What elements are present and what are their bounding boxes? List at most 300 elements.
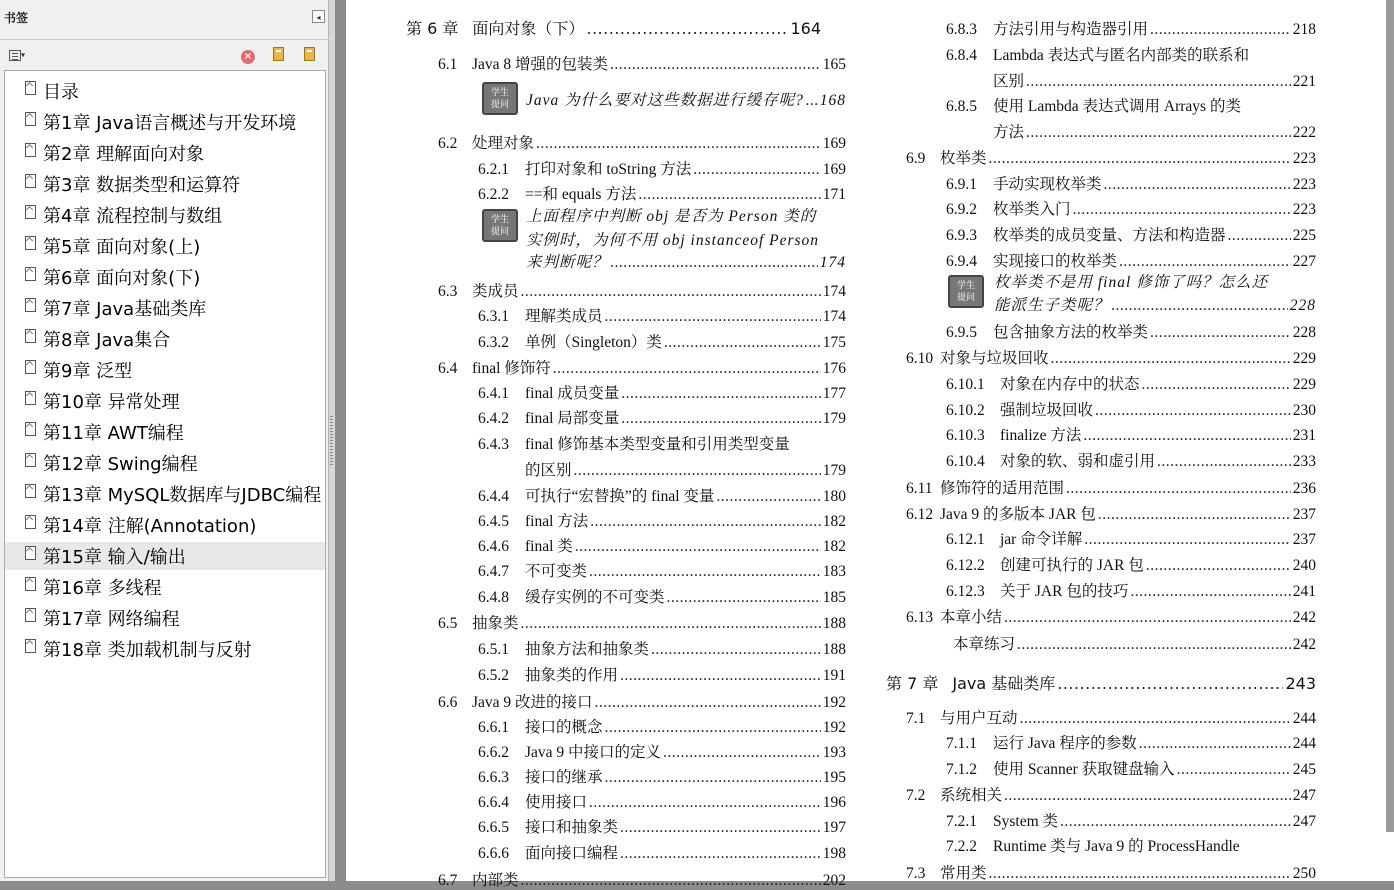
toc-entry-number: 6.2.1 bbox=[478, 161, 509, 178]
bookmarks-toolbar bbox=[0, 42, 329, 68]
toc-entry[interactable] bbox=[946, 372, 1316, 394]
toc-entry-number: 6.4 bbox=[438, 360, 458, 377]
toc-entry[interactable] bbox=[994, 270, 1276, 292]
bookmark-item[interactable] bbox=[5, 77, 325, 105]
toc-entry[interactable] bbox=[478, 458, 846, 480]
bookmark-item[interactable] bbox=[5, 573, 325, 601]
toc-entry-page: 242 bbox=[1292, 609, 1316, 626]
bookmark-page-icon bbox=[25, 174, 36, 188]
toc-entry-title: 修饰符的适用范围 bbox=[940, 480, 1065, 497]
toc-leader-dots bbox=[1026, 124, 1291, 142]
toc-entry[interactable] bbox=[946, 43, 1316, 65]
toc-entry-title: final 修饰基本类型变量和引用类型变量 bbox=[525, 436, 790, 453]
bookmark-page-icon bbox=[25, 112, 36, 126]
toc-entry-number: 6.13 bbox=[906, 609, 934, 626]
bookmark-label: 第2章 理解面向对象 bbox=[43, 144, 205, 165]
badge-label: 提问 bbox=[490, 100, 509, 110]
bookmark-page-icon bbox=[25, 453, 36, 467]
badge-label: 学生 bbox=[956, 281, 975, 291]
toc-entry[interactable] bbox=[906, 346, 1316, 368]
toc-leader-dots bbox=[590, 513, 820, 531]
toc-entry-title: Java 基础类库 bbox=[952, 674, 1056, 693]
bookmark-label: 第9章 泛型 bbox=[43, 361, 133, 382]
toc-entry[interactable] bbox=[946, 69, 1316, 91]
toc-entry-number: 6.2.2 bbox=[478, 186, 509, 203]
bookmark-item[interactable] bbox=[5, 263, 325, 291]
bookmark-item[interactable] bbox=[5, 480, 325, 508]
toc-entry[interactable] bbox=[478, 304, 846, 326]
toc-entry[interactable] bbox=[906, 861, 1316, 883]
toc-leader-dots bbox=[1119, 253, 1291, 271]
toc-leader-dots bbox=[1051, 350, 1291, 368]
toc-entry-page: 223 bbox=[1292, 150, 1316, 167]
toc-entry[interactable] bbox=[906, 476, 1316, 498]
toc-leader-dots bbox=[1017, 636, 1291, 654]
toc-entry-number: 第 6 章 bbox=[406, 19, 459, 38]
bookmark-page-icon bbox=[25, 515, 36, 529]
toc-entry[interactable] bbox=[906, 605, 1316, 627]
toc-entry[interactable] bbox=[946, 553, 1316, 575]
toc-entry-title: 创建可执行的 JAR 包 bbox=[1000, 557, 1144, 574]
bookmark-label: 第11章 AWT编程 bbox=[43, 423, 184, 444]
bookmark-label: 第3章 数据类型和运算符 bbox=[43, 175, 241, 196]
toc-entry-title: 运行 Java 程序的参数 bbox=[993, 735, 1137, 752]
toc-entry-title: 理解类成员 bbox=[525, 308, 603, 325]
bookmark-item[interactable] bbox=[5, 108, 325, 136]
bookmark-item[interactable] bbox=[5, 604, 325, 632]
bookmark-item[interactable] bbox=[5, 356, 325, 384]
toc-entry-page: 233 bbox=[1292, 453, 1316, 470]
toc-entry-number: 6.9.5 bbox=[946, 324, 977, 341]
bookmark-label: 第6章 面向对象(下) bbox=[43, 268, 201, 289]
toc-entry[interactable] bbox=[438, 690, 846, 712]
toc-entry-number: 6.4.4 bbox=[478, 488, 509, 505]
panel-header bbox=[0, 0, 329, 40]
toc-entry-title: 抽象方法和抽象类 bbox=[525, 641, 650, 658]
toc-entry-number: 6.4.7 bbox=[478, 563, 509, 580]
toc-leader-dots bbox=[1057, 674, 1283, 693]
toc-leader-dots bbox=[989, 150, 1291, 168]
toc-leader-dots bbox=[1142, 376, 1291, 394]
toc-entry-number: 6.6.6 bbox=[478, 845, 509, 862]
toc-entry-page: 192 bbox=[822, 719, 846, 736]
toc-entry[interactable] bbox=[994, 293, 1316, 315]
toc-entry-title: 与用户互动 bbox=[940, 710, 1018, 727]
toc-leader-dots bbox=[1066, 480, 1291, 498]
toc-entry[interactable] bbox=[946, 579, 1316, 601]
toc-entry[interactable] bbox=[526, 88, 846, 110]
toc-leader-dots bbox=[620, 667, 821, 685]
bookmark-item[interactable] bbox=[5, 511, 325, 539]
toc-entry[interactable] bbox=[946, 731, 1316, 753]
toc-entry[interactable] bbox=[478, 432, 846, 454]
toc-entry-title: Java 9 改进的接口 bbox=[472, 694, 593, 711]
bookmark-label: 第18章 类加载机制与反射 bbox=[43, 640, 252, 661]
new-bookmark-button[interactable] bbox=[270, 47, 286, 63]
bookmark-page-icon bbox=[25, 205, 36, 219]
bookmark-item[interactable] bbox=[5, 325, 325, 353]
toc-entry-title: 上面程序中判断 obj 是否为 Person 类的 bbox=[526, 208, 817, 225]
toc-entry[interactable] bbox=[478, 157, 846, 179]
toc-leader-dots bbox=[620, 819, 821, 837]
toc-entry-page: 195 bbox=[822, 769, 846, 786]
toc-leader-dots bbox=[610, 56, 821, 74]
toc-entry[interactable] bbox=[478, 815, 846, 837]
toc-entry-title: 本章小结 bbox=[940, 609, 1003, 626]
scroll-corner bbox=[1386, 832, 1394, 881]
toc-entry-title: 枚举类 bbox=[940, 150, 987, 167]
toc-entry[interactable] bbox=[478, 715, 846, 737]
bookmark-page-icon bbox=[25, 484, 36, 498]
toc-leader-dots bbox=[620, 845, 821, 863]
toc-entry-number: 6.8.5 bbox=[946, 98, 977, 115]
toc-entry[interactable] bbox=[438, 131, 846, 153]
toc-entry-number: 6.6.2 bbox=[478, 744, 509, 761]
toc-entry-number: 6.6 bbox=[438, 694, 458, 711]
toc-entry-page: 188 bbox=[822, 615, 846, 632]
toc-leader-dots bbox=[664, 334, 821, 352]
toc-entry-page: 198 bbox=[822, 845, 846, 862]
toc-entry-number: 6.3.2 bbox=[478, 334, 509, 351]
toc-entry[interactable] bbox=[526, 204, 817, 226]
toc-entry-title: Lambda 表达式与匿名内部类的联系和 bbox=[993, 47, 1250, 64]
toc-entry-page: 202 bbox=[822, 872, 846, 889]
bookmark-label: 第15章 输入/输出 bbox=[43, 547, 186, 568]
toc-entry[interactable] bbox=[478, 585, 846, 607]
splitter-grip-icon bbox=[330, 416, 333, 466]
bookmark-label: 第1章 Java语言概述与开发环境 bbox=[43, 113, 297, 134]
toc-entry-page: 180 bbox=[822, 488, 846, 505]
toc-entry-page: 231 bbox=[1292, 427, 1316, 444]
toc-leader-dots bbox=[1112, 297, 1288, 315]
toc-entry[interactable] bbox=[478, 509, 846, 531]
toc-entry-title: Java 9 中接口的定义 bbox=[525, 744, 662, 761]
toc-entry[interactable] bbox=[478, 841, 846, 863]
toc-leader-dots bbox=[1026, 73, 1291, 91]
toc-entry-page: 240 bbox=[1292, 557, 1316, 574]
toc-entry-title: 打印对象和 toString 方法 bbox=[525, 161, 692, 178]
toc-entry-number: 6.9.4 bbox=[946, 253, 977, 270]
toc-entry-number: 6.4.5 bbox=[478, 513, 509, 530]
toc-entry[interactable] bbox=[438, 868, 846, 890]
toc-entry[interactable] bbox=[946, 120, 1316, 142]
bookmark-label: 第10章 异常处理 bbox=[43, 392, 180, 413]
toc-entry[interactable] bbox=[906, 632, 1316, 654]
toc-entry-page: 182 bbox=[822, 538, 846, 555]
toc-entry-number: 6.9.1 bbox=[946, 176, 977, 193]
toc-leader-dots bbox=[1098, 506, 1291, 524]
bookmark-item[interactable] bbox=[5, 635, 325, 663]
toc-entry[interactable] bbox=[946, 809, 1316, 831]
toc-entry-title: 关于 JAR 包的技巧 bbox=[1000, 583, 1129, 600]
toc-leader-dots bbox=[605, 308, 821, 326]
toc-entry[interactable] bbox=[478, 637, 846, 659]
toc-entry-title: 的区别 bbox=[525, 462, 572, 479]
toc-entry[interactable] bbox=[478, 740, 846, 762]
toc-entry-title: 使用 Lambda 表达式调用 Arrays 的类 bbox=[993, 98, 1241, 115]
toc-entry-page: 191 bbox=[822, 667, 846, 684]
toc-entry-title: 区别 bbox=[993, 73, 1025, 90]
toc-entry[interactable] bbox=[906, 783, 1316, 805]
toc-leader-dots bbox=[586, 19, 788, 38]
bookmark-label: 第5章 面向对象(上) bbox=[43, 237, 201, 258]
toc-entry-page: 176 bbox=[822, 360, 846, 377]
toc-entry[interactable] bbox=[478, 484, 846, 506]
toc-entry[interactable] bbox=[946, 197, 1316, 219]
toc-entry-title: 手动实现枚举类 bbox=[993, 176, 1102, 193]
toc-entry-page: 237 bbox=[1292, 531, 1316, 548]
toc-entry-number: 6.4.3 bbox=[478, 436, 509, 453]
bookmark-item[interactable] bbox=[5, 232, 325, 260]
toc-entry-page: 230 bbox=[1292, 402, 1316, 419]
bookmark-page-icon bbox=[25, 143, 36, 157]
toc-entry[interactable] bbox=[438, 611, 846, 633]
options-icon bbox=[9, 50, 21, 61]
toc-entry[interactable] bbox=[906, 146, 1316, 168]
toc-entry-page: 221 bbox=[1292, 73, 1316, 90]
badge-label: 学生 bbox=[490, 88, 509, 98]
toc-entry[interactable] bbox=[438, 279, 846, 301]
toc-entry-number: 6.10.1 bbox=[946, 376, 985, 393]
toc-leader-dots bbox=[1004, 609, 1291, 627]
toc-entry-number: 6.6.5 bbox=[478, 819, 509, 836]
toc-entry[interactable] bbox=[946, 172, 1316, 194]
toc-entry-page: 175 bbox=[822, 334, 846, 351]
toc-entry-title: 强制垃圾回收 bbox=[1000, 402, 1094, 419]
chevron-down-icon: ▾ bbox=[20, 50, 25, 60]
toc-leader-dots bbox=[651, 641, 821, 659]
toc-leader-dots bbox=[536, 135, 821, 153]
toc-entry-title: 来判断呢？ bbox=[526, 254, 609, 271]
toc-leader-dots bbox=[1083, 427, 1290, 445]
bookmark-page-icon bbox=[25, 298, 36, 312]
toc-entry[interactable] bbox=[478, 765, 846, 787]
toc-entry[interactable] bbox=[906, 706, 1316, 728]
bookmark-label: 第4章 流程控制与数组 bbox=[43, 206, 223, 227]
toc-entry-number: 6.6.4 bbox=[478, 794, 509, 811]
toc-entry-page: 169 bbox=[822, 161, 846, 178]
toc-entry-title: 类成员 bbox=[472, 283, 519, 300]
toc-entry-page: 179 bbox=[822, 410, 846, 427]
options-button[interactable] bbox=[4, 47, 30, 63]
bookmark-page-icon bbox=[25, 267, 36, 281]
bookmark-item[interactable] bbox=[5, 201, 325, 229]
toc-entry[interactable] bbox=[406, 16, 821, 38]
toc-entry-page: 171 bbox=[822, 186, 846, 203]
toc-entry-title: 接口和抽象类 bbox=[525, 819, 619, 836]
toc-entry-title: 不可变类 bbox=[525, 563, 588, 580]
student-question-badge-icon bbox=[482, 209, 518, 242]
toc-entry-title: 常用类 bbox=[940, 865, 987, 882]
toc-entry-title: Java 9 的多版本 JAR 包 bbox=[940, 506, 1096, 523]
bookmark-item[interactable] bbox=[5, 294, 325, 322]
bookmark-label: 第16章 多线程 bbox=[43, 578, 162, 599]
toc-entry-title: 方法 bbox=[993, 124, 1025, 141]
toc-entry-number: 6.5.1 bbox=[478, 641, 509, 658]
toc-entry-page: 244 bbox=[1292, 735, 1316, 752]
toc-entry-title: 实例时，为何不用 obj instanceof Person bbox=[526, 232, 820, 249]
toc-entry-page: 169 bbox=[822, 135, 846, 152]
toc-leader-dots bbox=[1139, 735, 1291, 753]
toc-entry[interactable] bbox=[478, 182, 846, 204]
toc-leader-dots bbox=[989, 865, 1291, 883]
toc-entry[interactable] bbox=[478, 406, 846, 428]
toc-entry-page: 164 bbox=[790, 19, 821, 38]
toc-entry-title: 对象在内存中的状态 bbox=[1000, 376, 1140, 393]
toc-entry-title: 对象的软、弱和虚引用 bbox=[1000, 453, 1156, 470]
toc-entry-page: 182 bbox=[822, 513, 846, 530]
toc-entry-title: 枚举类入门 bbox=[993, 201, 1071, 218]
toc-entry[interactable] bbox=[478, 534, 846, 556]
bookmark-page-icon bbox=[25, 81, 36, 95]
toc-entry[interactable] bbox=[946, 834, 1266, 856]
toc-entry[interactable] bbox=[526, 250, 846, 272]
toc-leader-dots bbox=[1020, 710, 1291, 728]
toc-entry-page: 197 bbox=[822, 819, 846, 836]
toc-entry[interactable] bbox=[946, 249, 1316, 271]
bookmark-label: 目录 bbox=[43, 82, 79, 103]
collapse-panel-button[interactable]: ◂ bbox=[312, 10, 325, 23]
toc-entry[interactable] bbox=[438, 52, 846, 74]
toc-entry[interactable] bbox=[946, 423, 1316, 445]
toc-entry-number: 6.2 bbox=[438, 135, 458, 152]
toc-entry[interactable] bbox=[478, 663, 846, 685]
toc-entry[interactable] bbox=[478, 330, 846, 352]
toc-entry-title: 处理对象 bbox=[472, 135, 535, 152]
toc-leader-dots bbox=[1150, 324, 1291, 342]
toc-entry-page: 196 bbox=[822, 794, 846, 811]
bookmark-page-icon bbox=[25, 422, 36, 436]
toc-entry-title: 可执行“宏替换”的 final 变量 bbox=[525, 488, 715, 505]
bookmark-page-icon bbox=[25, 577, 36, 591]
toc-entry[interactable] bbox=[478, 559, 846, 581]
toc-leader-dots bbox=[1104, 176, 1291, 194]
toc-entry-number: 7.2.1 bbox=[946, 813, 977, 830]
toc-leader-dots bbox=[693, 161, 821, 179]
toc-entry[interactable] bbox=[438, 356, 846, 378]
toc-entry-page: 228 bbox=[1289, 297, 1316, 314]
toc-entry-page: 192 bbox=[822, 694, 846, 711]
toc-entry[interactable] bbox=[946, 223, 1316, 245]
toc-entry-page: 165 bbox=[822, 56, 846, 73]
toc-entry[interactable] bbox=[946, 398, 1316, 420]
toc-entry-number: 第 7 章 bbox=[886, 674, 939, 693]
toc-leader-dots bbox=[1004, 787, 1291, 805]
bookmark-item[interactable] bbox=[5, 418, 325, 446]
toc-entry-number: 6.12.2 bbox=[946, 557, 985, 574]
toc-entry[interactable] bbox=[478, 790, 846, 812]
bookmark-item[interactable] bbox=[5, 387, 325, 415]
toc-entry-title: 接口的概念 bbox=[525, 719, 603, 736]
bookmark-page-icon bbox=[25, 360, 36, 374]
toc-entry-number: 6.10.4 bbox=[946, 453, 985, 470]
toc-entry[interactable] bbox=[946, 17, 1316, 39]
toc-entry-title: 缓存实例的不可变类 bbox=[525, 589, 665, 606]
toc-entry-title: 系统相关 bbox=[940, 787, 1003, 804]
toc-entry[interactable] bbox=[526, 228, 820, 250]
toc-entry-page: 225 bbox=[1292, 227, 1316, 244]
toc-leader-dots bbox=[589, 794, 821, 812]
toc-entry-title: final 类 bbox=[525, 538, 573, 555]
bookmark-label: 第14章 注解(Annotation) bbox=[43, 516, 257, 537]
toc-entry-number: 6.8.4 bbox=[946, 47, 977, 64]
toc-entry-number: 6.11 bbox=[906, 480, 933, 497]
toc-entry-page: 218 bbox=[1292, 21, 1316, 38]
toc-leader-dots bbox=[663, 744, 821, 762]
toc-entry-title: 本章练习 bbox=[953, 636, 1016, 653]
toc-entry-title: 方法引用与构造器引用 bbox=[993, 21, 1149, 38]
toc-leader-dots bbox=[595, 694, 821, 712]
bookmark-page-icon bbox=[25, 608, 36, 622]
toc-entry-number: 6.4.1 bbox=[478, 385, 509, 402]
bookmark-page-icon bbox=[25, 329, 36, 343]
toc-entry-page: 237 bbox=[1292, 506, 1316, 523]
toc-entry[interactable] bbox=[478, 381, 846, 403]
toc-leader-dots bbox=[1177, 761, 1291, 779]
toc-leader-dots bbox=[1095, 402, 1291, 420]
toc-entry-page: 244 bbox=[1292, 710, 1316, 727]
delete-bookmark-button[interactable] bbox=[240, 47, 256, 63]
toc-entry-page: 242 bbox=[1292, 636, 1316, 653]
toc-leader-dots bbox=[667, 589, 821, 607]
bookmark-page-icon bbox=[25, 546, 36, 560]
toc-entry-number: 6.5.2 bbox=[478, 667, 509, 684]
toc-entry-title: 对象与垃圾回收 bbox=[940, 350, 1049, 367]
toc-leader-dots bbox=[1150, 21, 1291, 39]
toc-entry[interactable] bbox=[906, 502, 1316, 524]
bookmark-item[interactable] bbox=[5, 139, 325, 167]
toc-entry-page: 247 bbox=[1292, 813, 1316, 830]
toc-entry-number: 6.8.3 bbox=[946, 21, 977, 38]
bookmark-item[interactable] bbox=[5, 449, 325, 477]
bookmark-label: 第7章 Java基础类库 bbox=[43, 299, 207, 320]
expand-bookmark-button[interactable] bbox=[301, 47, 317, 63]
toc-leader-dots bbox=[621, 410, 820, 428]
toc-entry[interactable] bbox=[946, 94, 1316, 116]
panel-splitter[interactable] bbox=[329, 0, 335, 881]
toc-entry-page: 222 bbox=[1292, 124, 1316, 141]
bookmark-tree bbox=[4, 70, 326, 878]
toc-entry-title: System 类 bbox=[993, 813, 1059, 830]
toc-entry-number: 6.10.3 bbox=[946, 427, 985, 444]
expand-bookmark-icon bbox=[304, 47, 315, 61]
toc-entry[interactable] bbox=[946, 527, 1316, 549]
toc-entry-number: 6.1 bbox=[438, 56, 458, 73]
toc-leader-dots bbox=[521, 615, 821, 633]
toc-entry[interactable] bbox=[946, 449, 1316, 471]
bookmark-label: 第8章 Java集合 bbox=[43, 330, 171, 351]
toc-leader-dots bbox=[638, 186, 820, 204]
toc-entry-number: 6.10.2 bbox=[946, 402, 985, 419]
bookmark-item[interactable] bbox=[5, 170, 325, 198]
toc-entry[interactable] bbox=[886, 671, 1316, 693]
toc-entry-number: 6.9.2 bbox=[946, 201, 977, 218]
toc-entry-page: 245 bbox=[1292, 761, 1316, 778]
toc-leader-dots bbox=[574, 462, 821, 480]
toc-entry-title: final 修饰符 bbox=[472, 360, 551, 377]
toc-entry-number: 6.6.3 bbox=[478, 769, 509, 786]
toc-entry-page: 188 bbox=[822, 641, 846, 658]
toc-entry-page: 174 bbox=[822, 308, 846, 325]
toc-entry[interactable] bbox=[946, 320, 1316, 342]
toc-leader-dots bbox=[611, 254, 818, 272]
toc-entry-title: 面向接口编程 bbox=[525, 845, 619, 862]
toc-entry[interactable] bbox=[946, 757, 1316, 779]
toc-leader-dots bbox=[575, 538, 821, 556]
toc-entry-title: final 方法 bbox=[525, 513, 589, 530]
bookmark-item[interactable] bbox=[5, 542, 325, 570]
toc-leader-dots bbox=[605, 769, 821, 787]
